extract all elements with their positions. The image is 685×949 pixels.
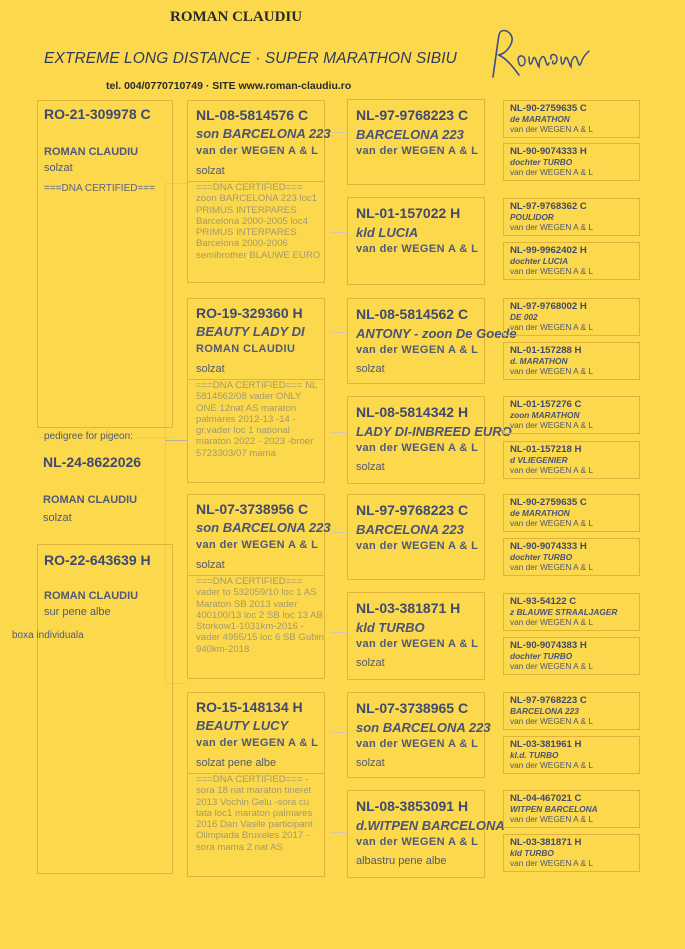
pigeon-name: BARCELONA 223 [510, 706, 579, 716]
owner: van der WEGEN A & L [356, 243, 479, 255]
ring-number: NL-97-9768223 C [356, 107, 469, 123]
notes: ===DNA CERTIFIED=== NL 5814562/08 vader ONLY ONE 12nat AS maraton palmares 2012-13 -14 -gr.vader loc 1 national maraton 2022 - 2023 -broer 5723303/07 mama [196, 380, 318, 459]
ring-number: NL-07-3738965 C [356, 700, 469, 716]
pigeon-name: LADY DI-INBREED EURO [356, 424, 512, 439]
gen1-card [187, 494, 331, 679]
breeder-contact: tel. 004/0770710749 · SITE www.roman-claudiu.ro [106, 80, 352, 92]
gen3-card [503, 593, 640, 631]
tree-line [331, 532, 347, 533]
tree-line [331, 132, 347, 133]
ring-number: NL-03-381871 H [510, 837, 582, 848]
owner: van der WEGEN A & L [356, 738, 479, 750]
pigeon-name: d. MARATHON [510, 356, 568, 366]
pigeon-name: kl.d. TURBO [510, 750, 559, 760]
ring-number: NL-90-9074383 H [510, 640, 587, 651]
notes: ===DNA CERTIFIED=== -sora 18 nat maraton tineret 2013 Vochin Gelu -sora cu tata loc1 maraton palmares 2016 Dan Vasile participant Olimpiada Bruxeles 2017 -sora mama 2 nat AS [196, 774, 313, 853]
ring-number: NL-97-9768362 C [510, 201, 587, 212]
pigeon-name: BARCELONA 223 [356, 127, 464, 142]
ring-number: NL-08-5814342 H [356, 404, 469, 420]
ring-number: NL-01-157288 H [510, 345, 582, 356]
notes: ===DNA CERTIFIED=== [44, 183, 155, 194]
ring-number: NL-04-467021 C [510, 793, 582, 804]
color: solzat [196, 363, 225, 375]
owner: van der WEGEN A & L [356, 836, 479, 848]
gen3-card [503, 637, 640, 675]
tree-line [331, 832, 347, 833]
owner: van der WEGEN A & L [196, 145, 319, 157]
gen1-card [187, 692, 325, 877]
pigeon-name: ANTONY - zoon De Goede [356, 326, 517, 341]
ring-number: NL-01-157276 C [510, 399, 582, 410]
pigeon-name: son BARCELONA 223 [196, 126, 331, 141]
pigeon-name: de MARATHON [510, 508, 570, 518]
dam-notes: boxa individuala [12, 630, 84, 641]
pigeon-name: dochter TURBO [510, 552, 573, 562]
owner: van der WEGEN A & L [510, 322, 594, 332]
owner: van der WEGEN A & L [196, 737, 319, 749]
owner: ROMAN CLAUDIU [44, 590, 139, 602]
gen2-card [347, 396, 512, 484]
pigeon-name: DE 002 [510, 312, 538, 322]
ring-number: NL-90-2759635 C [510, 497, 587, 508]
owner: van der WEGEN A & L [510, 617, 594, 627]
owner: van der WEGEN A & L [510, 814, 594, 824]
subject-card [37, 428, 173, 530]
handwritten-signature [485, 25, 610, 85]
color: solzat [356, 363, 385, 375]
owner: van der WEGEN A & L [510, 562, 594, 572]
owner: van der WEGEN A & L [510, 760, 594, 770]
ring-number: NL-97-9768223 C [356, 502, 469, 518]
owner: van der WEGEN A & L [510, 366, 594, 376]
pigeon-name: kld LUCIA [356, 225, 419, 240]
gen2-card [347, 298, 517, 384]
subject-owner: ROMAN CLAUDIU [43, 494, 138, 506]
gen2-card [347, 494, 485, 580]
gen2-card [347, 790, 505, 878]
pigeon-name: WITPEN BARCELONA [510, 804, 598, 814]
ring-number: NL-07-3738956 C [196, 501, 309, 517]
pigeon-name: d VLIEGENIER [510, 455, 568, 465]
gen3-card [503, 342, 640, 380]
gen3-card [503, 790, 640, 828]
sire-card [37, 100, 173, 428]
owner: van der WEGEN A & L [510, 222, 594, 232]
gen3-card [503, 298, 640, 336]
gen2-card [347, 592, 485, 680]
gen2-card [347, 692, 491, 778]
gen3-card [503, 538, 640, 576]
owner: van der WEGEN A & L [356, 145, 479, 157]
gen3-card [503, 198, 640, 236]
color: solzat [196, 165, 225, 177]
owner: van der WEGEN A & L [510, 661, 594, 671]
notes: ===DNA CERTIFIED=== zoon BARCELONA 223 loc1 PRIMUS INTERPARES Barcelona 2000-2005 loc4 PRIMUS INTERPARES Barcelona 2000-2006 semibrother BLAUWE EURO [196, 182, 321, 261]
color: solzat pene albe [196, 757, 277, 769]
owner: van der WEGEN A & L [196, 539, 319, 551]
ring-number: NL-08-5814576 C [196, 107, 309, 123]
breeder-title: ROMAN CLAUDIU [170, 9, 303, 25]
color: solzat [44, 162, 73, 174]
gen2-card [347, 99, 485, 185]
ring-number: NL-08-3853091 H [356, 798, 469, 814]
owner: van der WEGEN A & L [510, 124, 594, 134]
ring-number: NL-97-9768002 H [510, 301, 587, 312]
tree-line [331, 332, 347, 333]
dam-card [37, 544, 173, 874]
owner: ROMAN CLAUDIU [44, 146, 139, 158]
owner: van der WEGEN A & L [356, 540, 479, 552]
owner: van der WEGEN A & L [510, 167, 594, 177]
pigeon-name: BARCELONA 223 [356, 522, 464, 537]
owner: van der WEGEN A & L [356, 638, 479, 650]
tree-line [331, 232, 347, 233]
pigeon-name: POULIDOR [510, 212, 554, 222]
ring-number: NL-03-381871 H [356, 600, 461, 616]
breeder-subtitle: EXTREME LONG DISTANCE · SUPER MARATHON SIBIU [44, 50, 457, 67]
ring-number: RO-22-643639 H [44, 552, 151, 568]
gen3-card [503, 396, 640, 434]
gen3-card [503, 242, 640, 280]
pigeon-name: son BARCELONA 223 [196, 520, 331, 535]
color: solzat [356, 757, 385, 769]
owner: van der WEGEN A & L [510, 858, 594, 868]
color: albastru pene albe [356, 855, 447, 867]
pigeon-name: BEAUTY LUCY [196, 718, 289, 733]
ring-number: NL-08-5814562 C [356, 306, 469, 322]
owner: ROMAN CLAUDIU [196, 343, 296, 355]
gen3-card [503, 100, 640, 138]
gen2-card [347, 197, 485, 285]
tree-line [331, 632, 347, 633]
pigeon-name: kld TURBO [356, 620, 425, 635]
notes: ===DNA CERTIFIED=== vader to 532059/10 loc 1 AS Maraton SB 2013 vader 400100/13 loc 2 SB loc 13 AB Storkow1-1031km-2016 -vader 4955/15 loc 6 SB Gubin 940km-2018 [196, 576, 325, 655]
owner: van der WEGEN A & L [510, 465, 594, 475]
subject-color: solzat [43, 512, 72, 524]
ring-number: NL-97-9768223 C [510, 695, 587, 706]
pigeon-name: kld TURBO [510, 848, 554, 858]
ring-number: NL-01-157022 H [356, 205, 461, 221]
gen3-card [503, 834, 640, 872]
pigeon-name: son BARCELONA 223 [356, 720, 491, 735]
ring-number: RO-21-309978 C [44, 106, 151, 122]
pigeon-name: de MARATHON [510, 114, 570, 124]
owner: van der WEGEN A & L [510, 266, 594, 276]
ring-number: RO-15-148134 H [196, 699, 303, 715]
pigeon-name: dochter LUCIA [510, 256, 569, 266]
pigeon-name: BEAUTY LADY DI [196, 324, 305, 339]
gen1-card [187, 298, 325, 483]
owner: van der WEGEN A & L [510, 518, 594, 528]
gen3-card [503, 494, 640, 532]
pigeon-name: z BLAUWE STRAALJAGER [510, 607, 618, 617]
ring-number: NL-03-381961 H [510, 739, 582, 750]
ring-number: NL-90-2759635 C [510, 103, 587, 114]
pigeon-name: zoon MARATHON [510, 410, 580, 420]
ring-number: NL-90-9074333 H [510, 541, 587, 552]
owner: van der WEGEN A & L [510, 420, 594, 430]
owner: van der WEGEN A & L [510, 716, 594, 726]
color: sur pene albe [44, 606, 111, 618]
ring-number: NL-01-157218 H [510, 444, 582, 455]
tree-line [331, 732, 347, 733]
ring-number: NL-93-54122 C [510, 596, 577, 607]
gen3-card [503, 692, 640, 730]
subject-ring-number: NL-24-8622026 [43, 454, 142, 470]
color: solzat [356, 657, 385, 669]
color: solzat [356, 461, 385, 473]
gen3-card [503, 736, 640, 774]
ring-number: NL-90-9074333 H [510, 146, 587, 157]
owner: van der WEGEN A & L [356, 344, 479, 356]
tree-line [331, 432, 347, 433]
pedigree-label: pedigree for pigeon: [44, 431, 136, 442]
gen3-card [503, 441, 640, 479]
gen3-card [503, 143, 640, 181]
color: solzat [196, 559, 225, 571]
ring-number: RO-19-329360 H [196, 305, 303, 321]
gen1-card [187, 100, 331, 283]
pigeon-name: dochter TURBO [510, 651, 573, 661]
ring-number: NL-99-9962402 H [510, 245, 587, 256]
owner: van der WEGEN A & L [356, 442, 479, 454]
pigeon-name: dochter TURBO [510, 157, 573, 167]
pigeon-name: d.WITPEN BARCELONA [356, 818, 505, 833]
